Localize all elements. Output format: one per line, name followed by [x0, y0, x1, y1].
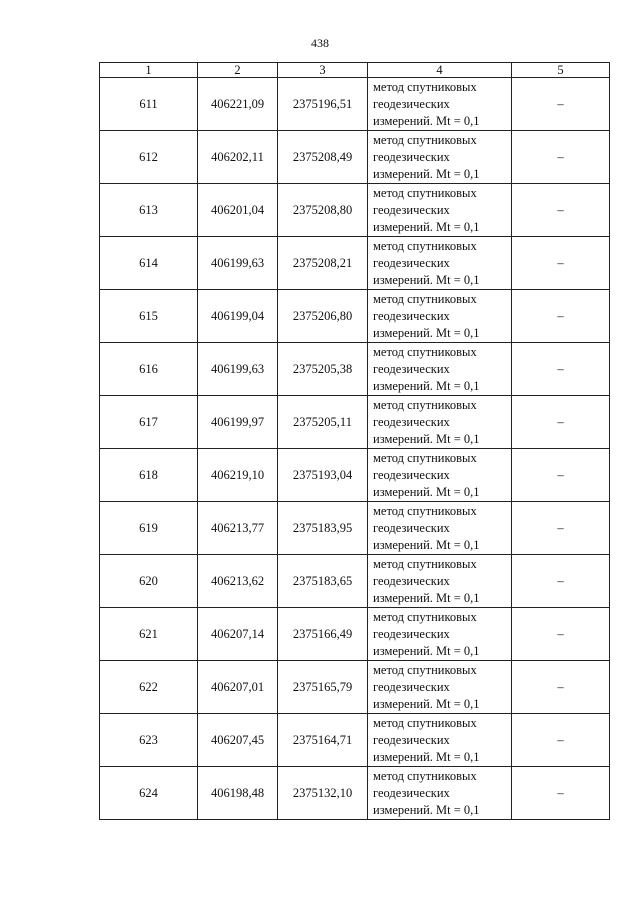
note-cell: – — [512, 237, 610, 290]
method-line: метод спутниковых — [373, 609, 477, 624]
note-cell: – — [512, 184, 610, 237]
method-line: измерений. Mt = 0,1 — [373, 431, 480, 446]
method-cell — [368, 449, 512, 502]
y-coordinate-cell: 2375206,80 — [278, 290, 368, 343]
note-cell: – — [512, 767, 610, 820]
note-cell: – — [512, 290, 610, 343]
y-coordinate-cell: 2375164,71 — [278, 714, 368, 767]
method-line: геодезических — [373, 96, 450, 111]
method-cell — [368, 237, 512, 290]
point-number-cell: 612 — [100, 131, 198, 184]
note-cell: – — [512, 661, 610, 714]
method-line: метод спутниковых — [373, 450, 477, 465]
table-header-row — [100, 63, 610, 78]
header-col-3: 3 — [278, 63, 368, 78]
x-coordinate-cell: 406219,10 — [198, 449, 278, 502]
x-coordinate-cell: 406213,62 — [198, 555, 278, 608]
method-cell — [368, 608, 512, 661]
header-col-2: 2 — [198, 63, 278, 78]
x-coordinate-cell: 406221,09 — [198, 78, 278, 131]
x-coordinate-cell: 406213,77 — [198, 502, 278, 555]
method-line: геодезических — [373, 414, 450, 429]
method-line: измерений. Mt = 0,1 — [373, 749, 480, 764]
method-line: метод спутниковых — [373, 397, 477, 412]
point-number-cell: 624 — [100, 767, 198, 820]
header-col-5: 5 — [512, 63, 610, 78]
method-line: метод спутниковых — [373, 662, 477, 677]
table-row — [100, 184, 610, 237]
method-line: измерений. Mt = 0,1 — [373, 484, 480, 499]
method-line: метод спутниковых — [373, 715, 477, 730]
method-line: метод спутниковых — [373, 344, 477, 359]
y-coordinate-cell: 2375205,11 — [278, 396, 368, 449]
y-coordinate-cell: 2375183,95 — [278, 502, 368, 555]
method-line: измерений. Mt = 0,1 — [373, 802, 480, 817]
point-number-cell: 620 — [100, 555, 198, 608]
table-row — [100, 396, 610, 449]
header-col-4: 4 — [368, 63, 512, 78]
method-line: измерений. Mt = 0,1 — [373, 219, 480, 234]
x-coordinate-cell: 406199,97 — [198, 396, 278, 449]
method-line: измерений. Mt = 0,1 — [373, 378, 480, 393]
point-number-cell: 611 — [100, 78, 198, 131]
method-cell — [368, 78, 512, 131]
coordinates-table — [99, 62, 610, 820]
note-cell: – — [512, 343, 610, 396]
table-row — [100, 290, 610, 343]
method-line: геодезических — [373, 573, 450, 588]
point-number-cell: 619 — [100, 502, 198, 555]
note-cell: – — [512, 714, 610, 767]
point-number-cell: 621 — [100, 608, 198, 661]
method-line: метод спутниковых — [373, 291, 477, 306]
point-number-cell: 618 — [100, 449, 198, 502]
note-cell: – — [512, 502, 610, 555]
x-coordinate-cell: 406201,04 — [198, 184, 278, 237]
note-cell: – — [512, 608, 610, 661]
method-line: геодезических — [373, 679, 450, 694]
method-cell — [368, 661, 512, 714]
method-cell — [368, 290, 512, 343]
table-row — [100, 767, 610, 820]
method-line: метод спутниковых — [373, 132, 477, 147]
x-coordinate-cell: 406199,63 — [198, 237, 278, 290]
point-number-cell: 616 — [100, 343, 198, 396]
method-cell — [368, 184, 512, 237]
method-cell — [368, 767, 512, 820]
note-cell: – — [512, 555, 610, 608]
method-line: измерений. Mt = 0,1 — [373, 537, 480, 552]
x-coordinate-cell: 406207,01 — [198, 661, 278, 714]
table-row — [100, 237, 610, 290]
y-coordinate-cell: 2375132,10 — [278, 767, 368, 820]
method-line: измерений. Mt = 0,1 — [373, 113, 480, 128]
point-number-cell: 614 — [100, 237, 198, 290]
table-row — [100, 714, 610, 767]
method-cell — [368, 396, 512, 449]
x-coordinate-cell: 406199,04 — [198, 290, 278, 343]
table-row — [100, 131, 610, 184]
y-coordinate-cell: 2375193,04 — [278, 449, 368, 502]
table-row — [100, 608, 610, 661]
method-line: геодезических — [373, 308, 450, 323]
method-cell — [368, 714, 512, 767]
point-number-cell: 613 — [100, 184, 198, 237]
point-number-cell: 623 — [100, 714, 198, 767]
method-line: геодезических — [373, 361, 450, 376]
method-line: геодезических — [373, 520, 450, 535]
note-cell: – — [512, 396, 610, 449]
y-coordinate-cell: 2375183,65 — [278, 555, 368, 608]
table-row — [100, 661, 610, 714]
method-line: метод спутниковых — [373, 556, 477, 571]
method-line: метод спутниковых — [373, 79, 477, 94]
note-cell: – — [512, 131, 610, 184]
method-line: измерений. Mt = 0,1 — [373, 272, 480, 287]
method-line: геодезических — [373, 149, 450, 164]
y-coordinate-cell: 2375205,38 — [278, 343, 368, 396]
method-line: метод спутниковых — [373, 768, 477, 783]
y-coordinate-cell: 2375208,49 — [278, 131, 368, 184]
point-number-cell: 615 — [100, 290, 198, 343]
table-row — [100, 78, 610, 131]
method-line: геодезических — [373, 255, 450, 270]
point-number-cell: 622 — [100, 661, 198, 714]
method-line: метод спутниковых — [373, 503, 477, 518]
method-line: геодезических — [373, 785, 450, 800]
x-coordinate-cell: 406198,48 — [198, 767, 278, 820]
table-row — [100, 502, 610, 555]
point-number-cell: 617 — [100, 396, 198, 449]
method-line: измерений. Mt = 0,1 — [373, 166, 480, 181]
header-col-1: 1 — [100, 63, 198, 78]
x-coordinate-cell: 406207,14 — [198, 608, 278, 661]
note-cell: – — [512, 449, 610, 502]
y-coordinate-cell: 2375165,79 — [278, 661, 368, 714]
method-line: измерений. Mt = 0,1 — [373, 325, 480, 340]
x-coordinate-cell: 406199,63 — [198, 343, 278, 396]
note-cell: – — [512, 78, 610, 131]
method-line: геодезических — [373, 626, 450, 641]
table-row — [100, 449, 610, 502]
x-coordinate-cell: 406207,45 — [198, 714, 278, 767]
y-coordinate-cell: 2375166,49 — [278, 608, 368, 661]
method-line: геодезических — [373, 202, 450, 217]
method-cell — [368, 555, 512, 608]
method-cell — [368, 343, 512, 396]
table-row — [100, 343, 610, 396]
method-cell — [368, 131, 512, 184]
method-line: измерений. Mt = 0,1 — [373, 696, 480, 711]
table-row — [100, 555, 610, 608]
page-number: 438 — [311, 36, 329, 50]
method-cell — [368, 502, 512, 555]
y-coordinate-cell: 2375208,80 — [278, 184, 368, 237]
method-line: измерений. Mt = 0,1 — [373, 643, 480, 658]
method-line: метод спутниковых — [373, 185, 477, 200]
method-line: геодезических — [373, 732, 450, 747]
method-line: геодезических — [373, 467, 450, 482]
method-line: метод спутниковых — [373, 238, 477, 253]
method-line: измерений. Mt = 0,1 — [373, 590, 480, 605]
table-body — [100, 78, 610, 820]
y-coordinate-cell: 2375208,21 — [278, 237, 368, 290]
x-coordinate-cell: 406202,11 — [198, 131, 278, 184]
y-coordinate-cell: 2375196,51 — [278, 78, 368, 131]
